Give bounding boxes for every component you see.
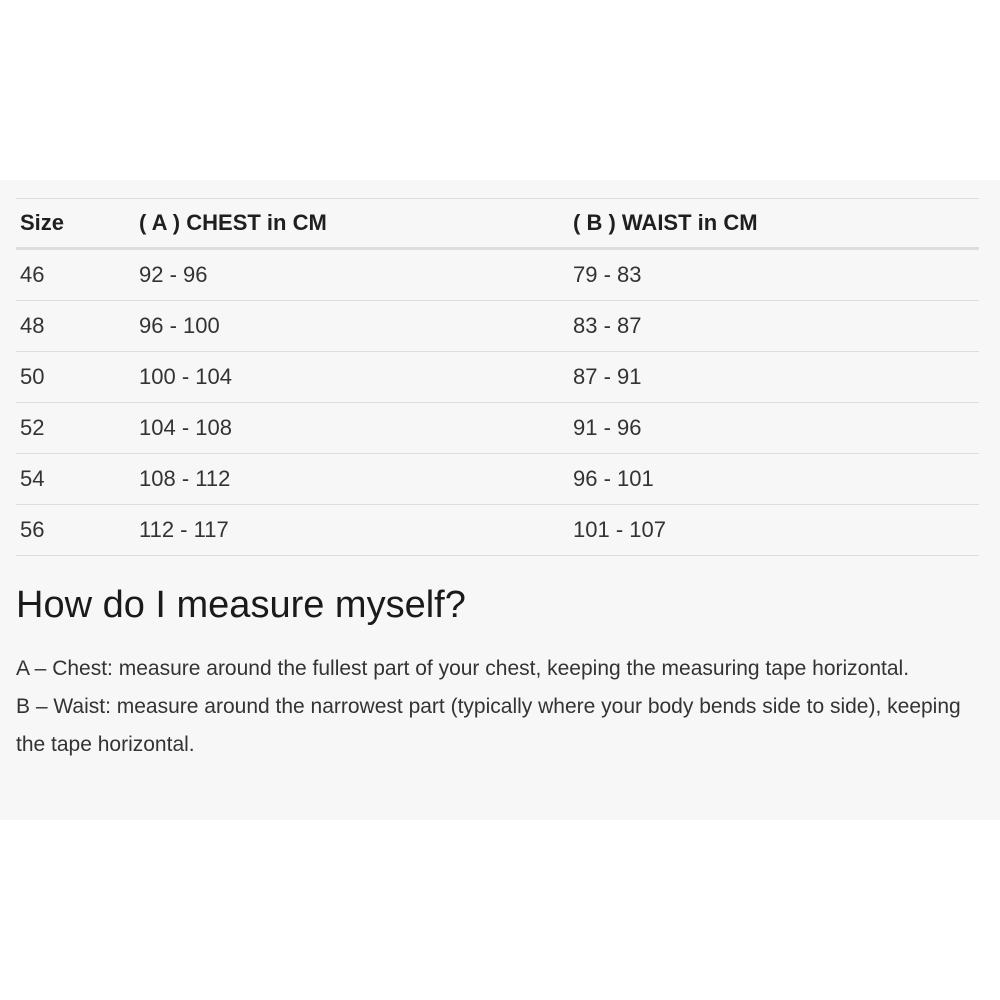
- table-header-row: [16, 199, 979, 249]
- waist-instruction: B – Waist: measure around the narrowest part (typically where your body bends side to side), keeping the tape horizontal.: [16, 695, 961, 756]
- chest-column-header: ( A ) CHEST in CM: [135, 199, 569, 249]
- waist-cell: 83 - 87: [569, 301, 979, 352]
- size-cell: 50: [16, 352, 135, 403]
- waist-column-header: ( B ) WAIST in CM: [569, 199, 979, 249]
- size-guide-panel: [0, 180, 1000, 820]
- waist-cell: 96 - 101: [569, 454, 979, 505]
- size-cell: 48: [16, 301, 135, 352]
- table-row: [16, 454, 979, 505]
- table-row: [16, 249, 979, 301]
- size-cell: 54: [16, 454, 135, 505]
- measure-instructions: [16, 650, 976, 764]
- size-column-header: Size: [16, 199, 135, 249]
- table-row: [16, 352, 979, 403]
- chest-cell: 108 - 112: [135, 454, 569, 505]
- chest-cell: 112 - 117: [135, 505, 569, 556]
- waist-cell: 87 - 91: [569, 352, 979, 403]
- table-row: [16, 301, 979, 352]
- waist-cell: 91 - 96: [569, 403, 979, 454]
- chest-cell: 100 - 104: [135, 352, 569, 403]
- waist-cell: 79 - 83: [569, 249, 979, 301]
- size-chart-table: [16, 198, 979, 556]
- size-cell: 56: [16, 505, 135, 556]
- table-row: [16, 403, 979, 454]
- table-row: [16, 505, 979, 556]
- chest-cell: 92 - 96: [135, 249, 569, 301]
- measure-guide-heading: How do I measure myself?: [16, 584, 466, 626]
- waist-cell: 101 - 107: [569, 505, 979, 556]
- chest-cell: 104 - 108: [135, 403, 569, 454]
- size-cell: 52: [16, 403, 135, 454]
- chest-cell: 96 - 100: [135, 301, 569, 352]
- chest-instruction: A – Chest: measure around the fullest part of your chest, keeping the measuring tape horizontal.: [16, 657, 910, 680]
- size-cell: 46: [16, 249, 135, 301]
